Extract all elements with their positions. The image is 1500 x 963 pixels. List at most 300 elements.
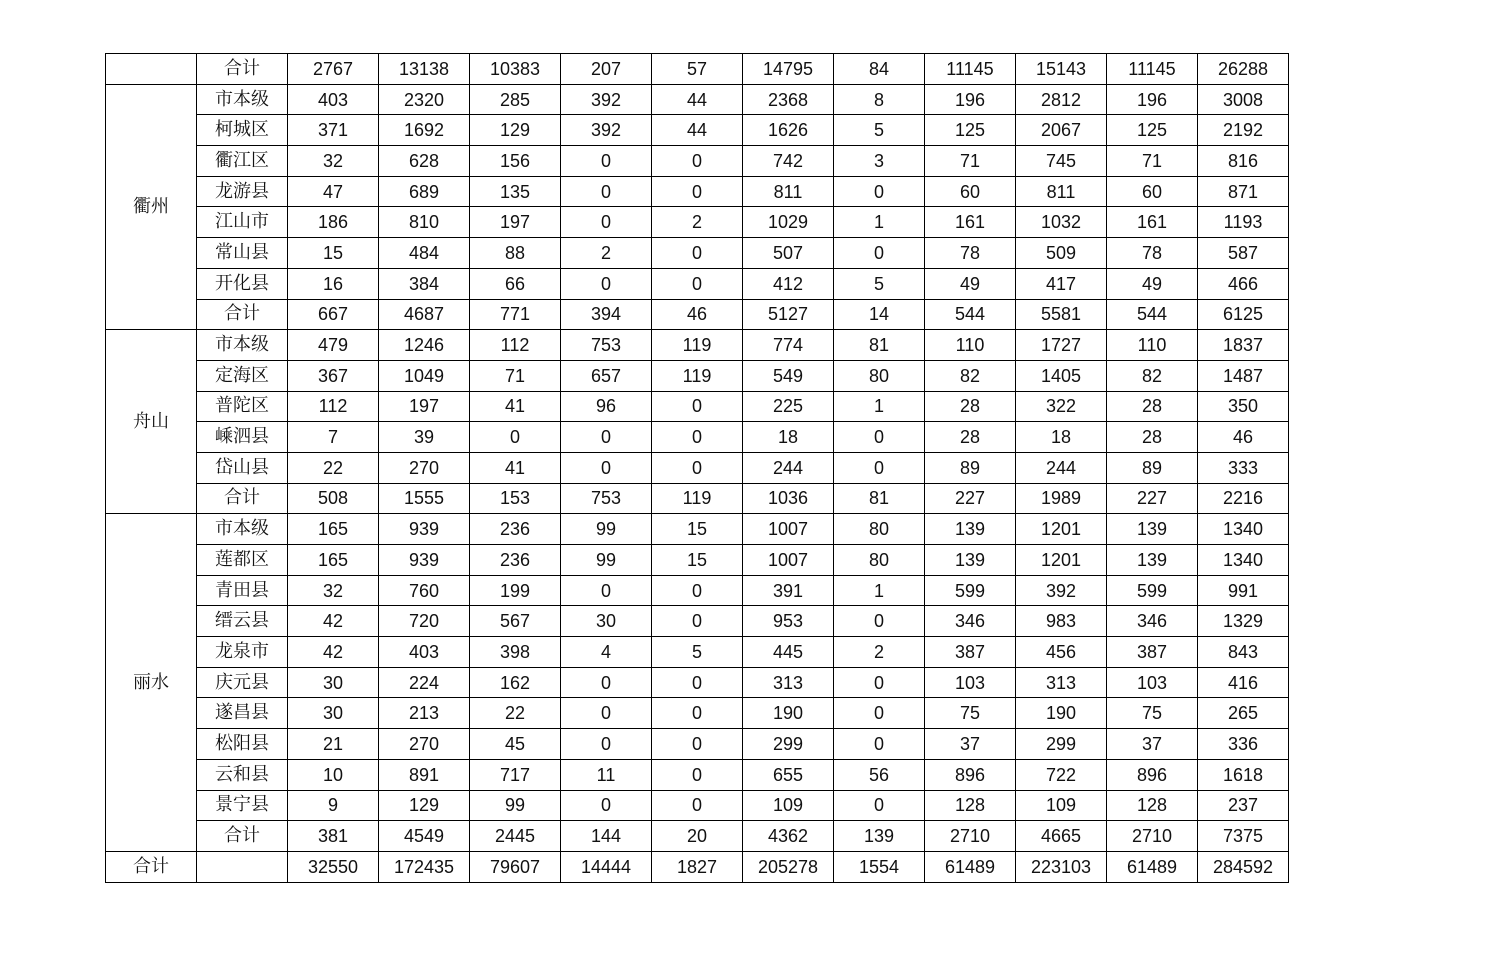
value-cell: 172435 bbox=[379, 851, 470, 882]
value-cell: 689 bbox=[379, 176, 470, 207]
value-cell: 0 bbox=[834, 176, 925, 207]
table-row bbox=[106, 545, 1289, 576]
value-cell: 4687 bbox=[379, 299, 470, 330]
district-cell bbox=[197, 851, 288, 882]
value-cell: 5 bbox=[834, 268, 925, 299]
value-cell: 313 bbox=[743, 667, 834, 698]
value-cell: 80 bbox=[834, 545, 925, 576]
value-cell: 0 bbox=[652, 667, 743, 698]
value-cell: 197 bbox=[470, 207, 561, 238]
district-cell: 衢江区 bbox=[197, 146, 288, 177]
value-cell: 2320 bbox=[379, 84, 470, 115]
value-cell: 60 bbox=[1107, 176, 1198, 207]
value-cell: 139 bbox=[1107, 514, 1198, 545]
value-cell: 135 bbox=[470, 176, 561, 207]
value-cell: 0 bbox=[652, 176, 743, 207]
value-cell: 270 bbox=[379, 452, 470, 483]
value-cell: 213 bbox=[379, 698, 470, 729]
value-cell: 403 bbox=[288, 84, 379, 115]
value-cell: 0 bbox=[652, 422, 743, 453]
value-cell: 0 bbox=[561, 575, 652, 606]
value-cell: 190 bbox=[743, 698, 834, 729]
value-cell: 8 bbox=[834, 84, 925, 115]
table-row bbox=[106, 483, 1289, 514]
district-cell: 松阳县 bbox=[197, 729, 288, 760]
value-cell: 628 bbox=[379, 146, 470, 177]
value-cell: 445 bbox=[743, 637, 834, 668]
value-cell: 745 bbox=[1016, 146, 1107, 177]
value-cell: 1618 bbox=[1198, 759, 1289, 790]
value-cell: 57 bbox=[652, 54, 743, 85]
value-cell: 387 bbox=[925, 637, 1016, 668]
value-cell: 71 bbox=[1107, 146, 1198, 177]
value-cell: 322 bbox=[1016, 391, 1107, 422]
value-cell: 816 bbox=[1198, 146, 1289, 177]
value-cell: 103 bbox=[1107, 667, 1198, 698]
value-cell: 811 bbox=[1016, 176, 1107, 207]
value-cell: 61489 bbox=[925, 851, 1016, 882]
value-cell: 0 bbox=[652, 238, 743, 269]
value-cell: 810 bbox=[379, 207, 470, 238]
value-cell: 953 bbox=[743, 606, 834, 637]
table-row bbox=[106, 84, 1289, 115]
value-cell: 165 bbox=[288, 514, 379, 545]
table-row bbox=[106, 667, 1289, 698]
value-cell: 0 bbox=[652, 729, 743, 760]
value-cell: 760 bbox=[379, 575, 470, 606]
value-cell: 1 bbox=[834, 207, 925, 238]
value-cell: 1340 bbox=[1198, 545, 1289, 576]
value-cell: 162 bbox=[470, 667, 561, 698]
value-cell: 103 bbox=[925, 667, 1016, 698]
value-cell: 0 bbox=[652, 606, 743, 637]
district-cell: 龙游县 bbox=[197, 176, 288, 207]
value-cell: 75 bbox=[925, 698, 1016, 729]
value-cell: 1246 bbox=[379, 330, 470, 361]
district-cell: 合计 bbox=[197, 483, 288, 514]
value-cell: 144 bbox=[561, 821, 652, 852]
value-cell: 1 bbox=[834, 575, 925, 606]
value-cell: 2368 bbox=[743, 84, 834, 115]
table-row bbox=[106, 299, 1289, 330]
statistics-table bbox=[105, 53, 1289, 883]
value-cell: 2216 bbox=[1198, 483, 1289, 514]
value-cell: 16 bbox=[288, 268, 379, 299]
value-cell: 350 bbox=[1198, 391, 1289, 422]
value-cell: 567 bbox=[470, 606, 561, 637]
value-cell: 5581 bbox=[1016, 299, 1107, 330]
value-cell: 1837 bbox=[1198, 330, 1289, 361]
district-cell: 缙云县 bbox=[197, 606, 288, 637]
value-cell: 0 bbox=[561, 268, 652, 299]
value-cell: 0 bbox=[652, 759, 743, 790]
value-cell: 0 bbox=[834, 606, 925, 637]
value-cell: 284592 bbox=[1198, 851, 1289, 882]
value-cell: 84 bbox=[834, 54, 925, 85]
value-cell: 49 bbox=[1107, 268, 1198, 299]
value-cell: 237 bbox=[1198, 790, 1289, 821]
value-cell: 153 bbox=[470, 483, 561, 514]
district-cell: 普陀区 bbox=[197, 391, 288, 422]
value-cell: 392 bbox=[561, 115, 652, 146]
value-cell: 196 bbox=[925, 84, 1016, 115]
value-cell: 843 bbox=[1198, 637, 1289, 668]
value-cell: 1 bbox=[834, 391, 925, 422]
table-row bbox=[106, 729, 1289, 760]
value-cell: 81 bbox=[834, 483, 925, 514]
value-cell: 9 bbox=[288, 790, 379, 821]
value-cell: 139 bbox=[925, 514, 1016, 545]
value-cell: 223103 bbox=[1016, 851, 1107, 882]
value-cell: 128 bbox=[1107, 790, 1198, 821]
value-cell: 4 bbox=[561, 637, 652, 668]
table-row bbox=[106, 54, 1289, 85]
value-cell: 479 bbox=[288, 330, 379, 361]
value-cell: 0 bbox=[652, 452, 743, 483]
value-cell: 0 bbox=[561, 176, 652, 207]
value-cell: 2 bbox=[561, 238, 652, 269]
value-cell: 99 bbox=[561, 514, 652, 545]
value-cell: 75 bbox=[1107, 698, 1198, 729]
value-cell: 109 bbox=[743, 790, 834, 821]
value-cell: 720 bbox=[379, 606, 470, 637]
value-cell: 544 bbox=[1107, 299, 1198, 330]
value-cell: 3008 bbox=[1198, 84, 1289, 115]
value-cell: 4665 bbox=[1016, 821, 1107, 852]
district-cell: 江山市 bbox=[197, 207, 288, 238]
value-cell: 7375 bbox=[1198, 821, 1289, 852]
district-cell: 合计 bbox=[197, 299, 288, 330]
value-cell: 939 bbox=[379, 514, 470, 545]
value-cell: 2710 bbox=[1107, 821, 1198, 852]
value-cell: 41 bbox=[470, 391, 561, 422]
table-row bbox=[106, 790, 1289, 821]
value-cell: 1201 bbox=[1016, 514, 1107, 545]
value-cell: 197 bbox=[379, 391, 470, 422]
grand-total-row bbox=[106, 851, 1289, 882]
value-cell: 129 bbox=[470, 115, 561, 146]
table-row bbox=[106, 514, 1289, 545]
value-cell: 1989 bbox=[1016, 483, 1107, 514]
value-cell: 0 bbox=[561, 207, 652, 238]
value-cell: 599 bbox=[925, 575, 1016, 606]
value-cell: 549 bbox=[743, 360, 834, 391]
value-cell: 939 bbox=[379, 545, 470, 576]
value-cell: 44 bbox=[652, 115, 743, 146]
value-cell: 139 bbox=[834, 821, 925, 852]
value-cell: 161 bbox=[1107, 207, 1198, 238]
value-cell: 196 bbox=[1107, 84, 1198, 115]
table-row bbox=[106, 268, 1289, 299]
district-cell: 市本级 bbox=[197, 84, 288, 115]
value-cell: 161 bbox=[925, 207, 1016, 238]
value-cell: 119 bbox=[652, 330, 743, 361]
district-cell: 嵊泗县 bbox=[197, 422, 288, 453]
value-cell: 1405 bbox=[1016, 360, 1107, 391]
value-cell: 14444 bbox=[561, 851, 652, 882]
region-cell: 丽水 bbox=[106, 514, 197, 852]
table-row bbox=[106, 575, 1289, 606]
value-cell: 1193 bbox=[1198, 207, 1289, 238]
value-cell: 129 bbox=[379, 790, 470, 821]
value-cell: 484 bbox=[379, 238, 470, 269]
value-cell: 190 bbox=[1016, 698, 1107, 729]
value-cell: 871 bbox=[1198, 176, 1289, 207]
value-cell: 112 bbox=[288, 391, 379, 422]
value-cell: 0 bbox=[561, 790, 652, 821]
value-cell: 2812 bbox=[1016, 84, 1107, 115]
table-row bbox=[106, 422, 1289, 453]
value-cell: 14795 bbox=[743, 54, 834, 85]
value-cell: 32 bbox=[288, 575, 379, 606]
value-cell: 30 bbox=[561, 606, 652, 637]
value-cell: 28 bbox=[925, 422, 1016, 453]
value-cell: 509 bbox=[1016, 238, 1107, 269]
value-cell: 811 bbox=[743, 176, 834, 207]
district-cell: 庆元县 bbox=[197, 667, 288, 698]
value-cell: 392 bbox=[1016, 575, 1107, 606]
value-cell: 0 bbox=[652, 391, 743, 422]
value-cell: 1049 bbox=[379, 360, 470, 391]
table-row bbox=[106, 698, 1289, 729]
value-cell: 0 bbox=[652, 790, 743, 821]
region-cell: 衢州 bbox=[106, 84, 197, 330]
table-row bbox=[106, 360, 1289, 391]
value-cell: 657 bbox=[561, 360, 652, 391]
value-cell: 139 bbox=[1107, 545, 1198, 576]
district-cell: 常山县 bbox=[197, 238, 288, 269]
value-cell: 78 bbox=[1107, 238, 1198, 269]
value-cell: 11145 bbox=[1107, 54, 1198, 85]
value-cell: 394 bbox=[561, 299, 652, 330]
value-cell: 45 bbox=[470, 729, 561, 760]
district-cell: 青田县 bbox=[197, 575, 288, 606]
value-cell: 2767 bbox=[288, 54, 379, 85]
value-cell: 28 bbox=[1107, 391, 1198, 422]
value-cell: 0 bbox=[834, 729, 925, 760]
value-cell: 417 bbox=[1016, 268, 1107, 299]
value-cell: 753 bbox=[561, 483, 652, 514]
region-cell bbox=[106, 54, 197, 85]
value-cell: 1487 bbox=[1198, 360, 1289, 391]
value-cell: 186 bbox=[288, 207, 379, 238]
value-cell: 15 bbox=[652, 514, 743, 545]
value-cell: 79607 bbox=[470, 851, 561, 882]
value-cell: 387 bbox=[1107, 637, 1198, 668]
value-cell: 367 bbox=[288, 360, 379, 391]
value-cell: 47 bbox=[288, 176, 379, 207]
value-cell: 0 bbox=[652, 268, 743, 299]
value-cell: 32 bbox=[288, 146, 379, 177]
value-cell: 1007 bbox=[743, 545, 834, 576]
district-cell: 合计 bbox=[197, 54, 288, 85]
value-cell: 333 bbox=[1198, 452, 1289, 483]
value-cell: 78 bbox=[925, 238, 1016, 269]
value-cell: 508 bbox=[288, 483, 379, 514]
value-cell: 891 bbox=[379, 759, 470, 790]
value-cell: 2192 bbox=[1198, 115, 1289, 146]
district-cell: 遂昌县 bbox=[197, 698, 288, 729]
value-cell: 265 bbox=[1198, 698, 1289, 729]
value-cell: 88 bbox=[470, 238, 561, 269]
value-cell: 30 bbox=[288, 698, 379, 729]
value-cell: 236 bbox=[470, 514, 561, 545]
value-cell: 403 bbox=[379, 637, 470, 668]
value-cell: 0 bbox=[561, 667, 652, 698]
value-cell: 30 bbox=[288, 667, 379, 698]
value-cell: 3 bbox=[834, 146, 925, 177]
value-cell: 0 bbox=[561, 698, 652, 729]
table-row bbox=[106, 452, 1289, 483]
value-cell: 0 bbox=[470, 422, 561, 453]
value-cell: 11 bbox=[561, 759, 652, 790]
table-row bbox=[106, 637, 1289, 668]
value-cell: 346 bbox=[1107, 606, 1198, 637]
district-cell: 龙泉市 bbox=[197, 637, 288, 668]
district-cell: 市本级 bbox=[197, 330, 288, 361]
value-cell: 80 bbox=[834, 514, 925, 545]
table-row bbox=[106, 759, 1289, 790]
value-cell: 41 bbox=[470, 452, 561, 483]
value-cell: 110 bbox=[1107, 330, 1198, 361]
value-cell: 1007 bbox=[743, 514, 834, 545]
value-cell: 0 bbox=[561, 729, 652, 760]
value-cell: 99 bbox=[561, 545, 652, 576]
value-cell: 0 bbox=[561, 452, 652, 483]
value-cell: 1727 bbox=[1016, 330, 1107, 361]
value-cell: 39 bbox=[379, 422, 470, 453]
region-cell: 舟山 bbox=[106, 330, 197, 514]
value-cell: 2067 bbox=[1016, 115, 1107, 146]
value-cell: 89 bbox=[1107, 452, 1198, 483]
value-cell: 507 bbox=[743, 238, 834, 269]
value-cell: 771 bbox=[470, 299, 561, 330]
value-cell: 391 bbox=[743, 575, 834, 606]
value-cell: 1029 bbox=[743, 207, 834, 238]
value-cell: 22 bbox=[288, 452, 379, 483]
value-cell: 49 bbox=[925, 268, 1016, 299]
value-cell: 244 bbox=[1016, 452, 1107, 483]
value-cell: 227 bbox=[1107, 483, 1198, 514]
value-cell: 37 bbox=[1107, 729, 1198, 760]
value-cell: 742 bbox=[743, 146, 834, 177]
value-cell: 207 bbox=[561, 54, 652, 85]
value-cell: 5127 bbox=[743, 299, 834, 330]
table-row bbox=[106, 146, 1289, 177]
value-cell: 896 bbox=[925, 759, 1016, 790]
table-row bbox=[106, 391, 1289, 422]
value-cell: 80 bbox=[834, 360, 925, 391]
value-cell: 119 bbox=[652, 483, 743, 514]
value-cell: 753 bbox=[561, 330, 652, 361]
value-cell: 21 bbox=[288, 729, 379, 760]
value-cell: 28 bbox=[1107, 422, 1198, 453]
value-cell: 26288 bbox=[1198, 54, 1289, 85]
value-cell: 199 bbox=[470, 575, 561, 606]
value-cell: 0 bbox=[834, 238, 925, 269]
value-cell: 61489 bbox=[1107, 851, 1198, 882]
value-cell: 392 bbox=[561, 84, 652, 115]
value-cell: 398 bbox=[470, 637, 561, 668]
value-cell: 236 bbox=[470, 545, 561, 576]
value-cell: 18 bbox=[1016, 422, 1107, 453]
district-cell: 莲都区 bbox=[197, 545, 288, 576]
value-cell: 983 bbox=[1016, 606, 1107, 637]
value-cell: 0 bbox=[834, 422, 925, 453]
value-cell: 346 bbox=[925, 606, 1016, 637]
value-cell: 1032 bbox=[1016, 207, 1107, 238]
value-cell: 227 bbox=[925, 483, 1016, 514]
value-cell: 139 bbox=[925, 545, 1016, 576]
value-cell: 0 bbox=[834, 667, 925, 698]
value-cell: 89 bbox=[925, 452, 1016, 483]
value-cell: 125 bbox=[925, 115, 1016, 146]
value-cell: 99 bbox=[470, 790, 561, 821]
value-cell: 1201 bbox=[1016, 545, 1107, 576]
value-cell: 1692 bbox=[379, 115, 470, 146]
value-cell: 0 bbox=[652, 575, 743, 606]
value-cell: 456 bbox=[1016, 637, 1107, 668]
value-cell: 544 bbox=[925, 299, 1016, 330]
value-cell: 0 bbox=[561, 422, 652, 453]
district-cell: 柯城区 bbox=[197, 115, 288, 146]
value-cell: 2710 bbox=[925, 821, 1016, 852]
value-cell: 270 bbox=[379, 729, 470, 760]
value-cell: 466 bbox=[1198, 268, 1289, 299]
value-cell: 2 bbox=[834, 637, 925, 668]
value-cell: 1555 bbox=[379, 483, 470, 514]
value-cell: 125 bbox=[1107, 115, 1198, 146]
value-cell: 11145 bbox=[925, 54, 1016, 85]
value-cell: 667 bbox=[288, 299, 379, 330]
value-cell: 655 bbox=[743, 759, 834, 790]
district-cell: 市本级 bbox=[197, 514, 288, 545]
value-cell: 4549 bbox=[379, 821, 470, 852]
table-row bbox=[106, 330, 1289, 361]
value-cell: 4362 bbox=[743, 821, 834, 852]
value-cell: 896 bbox=[1107, 759, 1198, 790]
value-cell: 15143 bbox=[1016, 54, 1107, 85]
value-cell: 224 bbox=[379, 667, 470, 698]
value-cell: 0 bbox=[652, 698, 743, 729]
value-cell: 205278 bbox=[743, 851, 834, 882]
value-cell: 22 bbox=[470, 698, 561, 729]
value-cell: 313 bbox=[1016, 667, 1107, 698]
table-row bbox=[106, 821, 1289, 852]
value-cell: 587 bbox=[1198, 238, 1289, 269]
value-cell: 71 bbox=[925, 146, 1016, 177]
value-cell: 774 bbox=[743, 330, 834, 361]
district-cell: 云和县 bbox=[197, 759, 288, 790]
value-cell: 285 bbox=[470, 84, 561, 115]
value-cell: 384 bbox=[379, 268, 470, 299]
district-cell: 岱山县 bbox=[197, 452, 288, 483]
value-cell: 991 bbox=[1198, 575, 1289, 606]
value-cell: 412 bbox=[743, 268, 834, 299]
value-cell: 599 bbox=[1107, 575, 1198, 606]
value-cell: 2 bbox=[652, 207, 743, 238]
value-cell: 165 bbox=[288, 545, 379, 576]
value-cell: 2445 bbox=[470, 821, 561, 852]
value-cell: 42 bbox=[288, 637, 379, 668]
value-cell: 722 bbox=[1016, 759, 1107, 790]
table-row bbox=[106, 207, 1289, 238]
value-cell: 371 bbox=[288, 115, 379, 146]
value-cell: 18 bbox=[743, 422, 834, 453]
value-cell: 336 bbox=[1198, 729, 1289, 760]
table-body bbox=[106, 54, 1289, 883]
value-cell: 5 bbox=[652, 637, 743, 668]
